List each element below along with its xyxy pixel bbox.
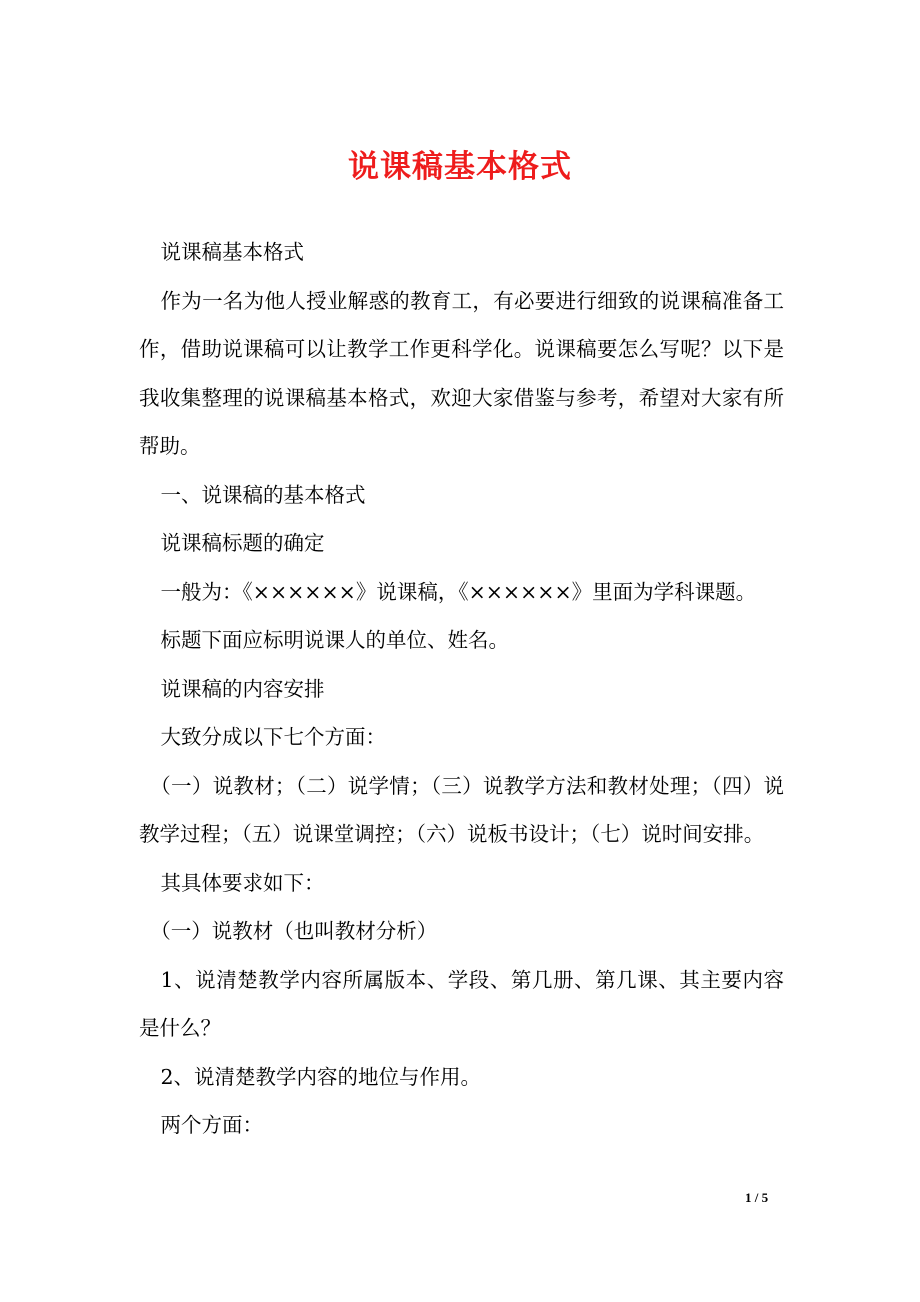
paragraph-teaching-material: （一）说教材（也叫教材分析） — [150, 919, 438, 943]
paragraph-title-format: 一般为：《××××××》说课稿，《××××××》里面为学科课题。 — [160, 579, 757, 604]
paragraph-item-2: 2、说清楚教学内容的地位与作用。 — [160, 1064, 482, 1089]
paragraph-seven-aspects: 大致分成以下七个方面： — [160, 725, 387, 749]
paragraph-aspects-list: （一）说教材；（二）说学情；（三）说教学方法和教材处理；（四）说教学过程；（五）说课堂调控；（六）说板书设计；（七）说时间安排。 — [139, 773, 784, 846]
page-title: 说课稿基本格式 — [348, 149, 572, 185]
paragraph-subtitle: 说课稿基本格式 — [160, 240, 305, 264]
paragraph-title-author: 标题下面应标明说课人的单位、姓名。 — [160, 628, 510, 652]
paragraph-title-determination: 说课稿标题的确定 — [160, 531, 325, 555]
paragraph-content-arrangement: 说课稿的内容安排 — [160, 676, 325, 701]
paragraph-item-1: 1、说清楚教学内容所属版本、学段、第几册、第几课、其主要内容是什么？ — [139, 967, 784, 1040]
paragraph-requirements: 其具体要求如下： — [160, 870, 325, 895]
paragraph-two-aspects: 两个方面： — [160, 1113, 264, 1137]
section-heading-basic-format: 一、说课稿的基本格式 — [160, 482, 366, 507]
paragraph-intro: 作为一名为他人授业解惑的教育工，有必要进行细致的说课稿准备工作，借助说课稿可以让教学工作更科学化。说课稿要怎么写呢？以下是我收集整理的说课稿基本格式，欢迎大家借鉴与参考，希望对大家有所帮助。 — [139, 288, 784, 458]
page-number: 1 / 5 — [745, 1190, 769, 1205]
document-body — [139, 228, 784, 1150]
